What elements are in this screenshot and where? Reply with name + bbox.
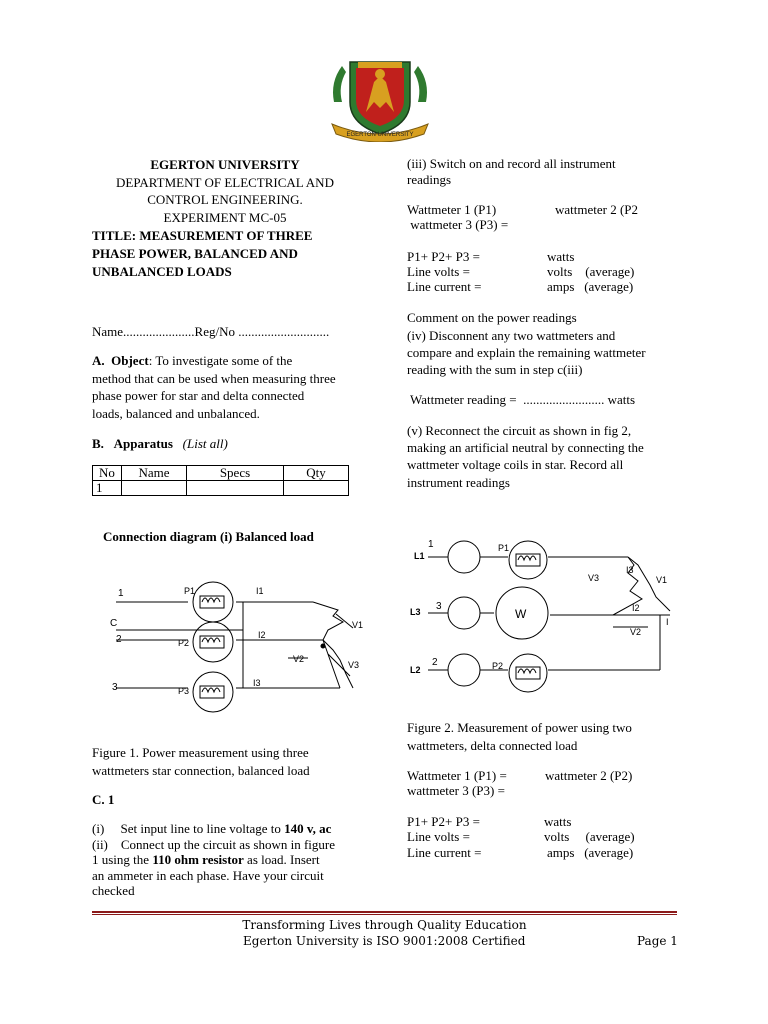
fig2-label-i: I [666, 617, 669, 627]
step-ii-resistor: 110 ohm resistor [152, 852, 244, 867]
fig2-sum-unit: watts [544, 814, 572, 829]
fig1-label-v1: V1 [352, 620, 364, 630]
title-line3: UNBALANCED LOADS [92, 264, 232, 279]
step-ii-label: (ii) [92, 836, 108, 852]
fig2-w1: Wattmeter 1 (P1) = [407, 768, 507, 783]
ammeter-l2-icon [448, 654, 480, 686]
fig2-label-n2: 2 [432, 657, 438, 668]
apparatus-heading [92, 435, 228, 452]
fig2-label-l2: L2 [410, 665, 421, 675]
col-specs: Specs [187, 466, 284, 481]
step-iii-w3: wattmeter 3 (P3) = [407, 217, 509, 232]
wattmeter-p1-icon [509, 541, 547, 579]
title-line1: TITLE: MEASUREMENT OF THREE [92, 228, 313, 243]
step-iii-w2: wattmeter 2 (P2 [555, 202, 639, 217]
fig1-label-l2: 2 [116, 634, 122, 645]
step-v-line4: instrument readings [407, 475, 510, 490]
object-heading: Object [111, 353, 149, 368]
fig2-current: Line current = [407, 845, 482, 860]
fig2-w3: wattmeter 3 (P3) = [407, 783, 505, 798]
step-iv-comment: Comment on the power readings [407, 310, 577, 325]
fig1-label-i3: I3 [253, 678, 261, 688]
department-line1: DEPARTMENT OF ELECTRICAL AND [116, 175, 334, 190]
fig2-label-p2: P2 [492, 661, 504, 671]
fig2-current-unit: amps (average) [547, 845, 634, 860]
fig2-sum: P1+ P2+ P3 = [407, 814, 480, 829]
step-ii-text3: an ammeter in each phase. Have your circuit [92, 867, 324, 883]
fig1-label-l3: 3 [112, 682, 118, 693]
department-line2: CONTROL ENGINEERING. [147, 192, 303, 207]
col-qty: Qty [284, 466, 349, 481]
step-i-text: Set input line to line voltage to [120, 821, 285, 836]
step-ii-text2a: 1 using the [92, 852, 153, 867]
fig2-label-v1: V1 [656, 575, 668, 585]
fig2-label-w: W [515, 607, 527, 621]
fig2-label-n1: 1 [428, 539, 434, 550]
cell-qty[interactable] [284, 481, 349, 496]
fig1-label-i1: I1 [256, 586, 264, 596]
fig2-label-l1: L1 [414, 551, 425, 561]
step-iii-volts: Line volts = [407, 264, 470, 279]
figure1-caption-line2: wattmeters star connection, balanced load [92, 763, 310, 778]
apparatus-note: (List all) [182, 436, 228, 451]
step-iv-wattmeter-reading: Wattmeter reading = ......................... watts [407, 392, 636, 407]
fig2-w2: wattmeter 2 (P2) [545, 768, 633, 783]
title-line2: PHASE POWER, BALANCED AND [92, 246, 298, 261]
ammeter-l1-icon [448, 541, 480, 573]
step-ii-text1: Connect up the circuit as shown in figure [120, 836, 335, 852]
fig2-label-i3: I3 [626, 565, 634, 575]
cell-no[interactable]: 1 [93, 481, 122, 496]
fig1-label-v2: V2 [293, 654, 305, 664]
fig1-label-c: C [110, 618, 118, 629]
fig1-label-p2: P2 [178, 638, 190, 648]
figure1-diagram [108, 580, 368, 720]
wattmeter-p1-icon [193, 582, 233, 622]
step-ii-text2b: as load. Insert [243, 852, 320, 867]
experiment-number: EXPERIMENT MC-05 [163, 210, 287, 225]
star-load-icon [288, 602, 353, 688]
name-reg-line [92, 323, 362, 340]
connection-diagram-heading: Connection diagram (i) Balanced load [103, 529, 314, 544]
fig2-label-p1: P1 [498, 543, 510, 553]
col-no: No [93, 466, 122, 481]
name-label: Name [92, 324, 124, 339]
fig2-label-v2: V2 [630, 627, 642, 637]
figure2-caption-line2: wattmeters, delta connected load [407, 738, 578, 753]
step-iv-line3: reading with the sum in step c(iii) [407, 362, 583, 377]
step-iii-line2: readings [407, 172, 452, 187]
fig2-label-v3: V3 [588, 573, 600, 583]
figure2-caption-line1: Figure 2. Measurement of power using two [407, 720, 632, 735]
fig1-label-i2: I2 [258, 630, 266, 640]
step-iii-volts-unit: volts (average) [547, 264, 635, 279]
object-line1: : To investigate some of the [148, 353, 293, 368]
footer-iso: Egerton University is ISO 9001:2008 Certified [243, 934, 526, 948]
ammeter-l3-icon [448, 597, 480, 629]
section-c-steps [92, 821, 367, 899]
object-line2: method that can be used when measuring three [92, 370, 336, 386]
object-section [92, 352, 367, 422]
footer-rule [92, 911, 677, 916]
cell-name[interactable] [122, 481, 187, 496]
col-name: Name [122, 466, 187, 481]
fig1-label-p3: P3 [178, 686, 190, 696]
delta-load-icon [613, 557, 670, 627]
university-name: EGERTON UNIVERSITY [150, 157, 300, 172]
step-iii-sum-unit: watts [547, 249, 575, 264]
step-i-label: (i) [92, 821, 105, 836]
table-header-row [93, 466, 349, 481]
step-i-voltage: 140 v, ac [284, 821, 332, 836]
step-iii-current: Line current = [407, 279, 482, 294]
section-c-heading: C. 1 [92, 792, 115, 807]
cell-specs[interactable] [187, 481, 284, 496]
fig1-label-v3: V3 [348, 660, 360, 670]
apparatus-letter: B. [92, 436, 104, 451]
step-iv-line1: (iv) Disconnent any two wattmeters and [407, 328, 616, 343]
step-iii-line1: (iii) Switch on and record all instrument [407, 156, 616, 171]
fig2-volts: Line volts = [407, 829, 470, 844]
step-iii-sum: P1+ P2+ P3 = [407, 249, 480, 264]
object-letter: A. [92, 353, 105, 368]
fig2-label-i2: I2 [632, 603, 640, 613]
step-v-line3: wattmeter voltage coils in star. Record all [407, 457, 624, 472]
step-iii-current-unit: amps (average) [547, 279, 634, 294]
fig1-label-p1: P1 [184, 586, 196, 596]
university-crest [328, 52, 432, 142]
table-row [93, 481, 349, 496]
reg-field[interactable]: ............................ [238, 324, 330, 339]
footer-tagline: Transforming Lives through Quality Education [242, 918, 527, 932]
apparatus-table [92, 465, 349, 496]
step-ii-text4: checked [92, 883, 135, 898]
object-line4: loads, balanced and unbalanced. [92, 405, 260, 421]
figure2-diagram [408, 535, 678, 695]
apparatus-title: Apparatus [113, 436, 173, 451]
fig2-volts-unit: volts (average) [544, 829, 635, 844]
step-v-line1: (v) Reconnect the circuit as shown in fig 2, [407, 423, 632, 438]
step-iv-line2: compare and explain the remaining wattmeter [407, 345, 646, 360]
crest-banner: EGERTON UNIVERSITY [346, 132, 414, 138]
step-iii-w1: Wattmeter 1 (P1) [407, 202, 497, 217]
wattmeter-p2-icon [193, 622, 233, 662]
wattmeter-p2-icon [509, 654, 547, 692]
reg-label: Reg/No [194, 324, 235, 339]
fig2-label-n3: 3 [436, 601, 442, 612]
step-v-line2: making an artificial neutral by connecting the [407, 440, 644, 455]
fig2-label-l3: L3 [410, 607, 421, 617]
fig1-label-l1: 1 [118, 588, 124, 599]
object-line3: phase power for star and delta connected [92, 388, 305, 403]
page-number: Page 1 [637, 934, 678, 948]
figure1-caption-line1: Figure 1. Power measurement using three [92, 745, 309, 760]
wattmeter-p3-icon [193, 672, 233, 712]
name-field[interactable]: ...................... [123, 324, 195, 339]
